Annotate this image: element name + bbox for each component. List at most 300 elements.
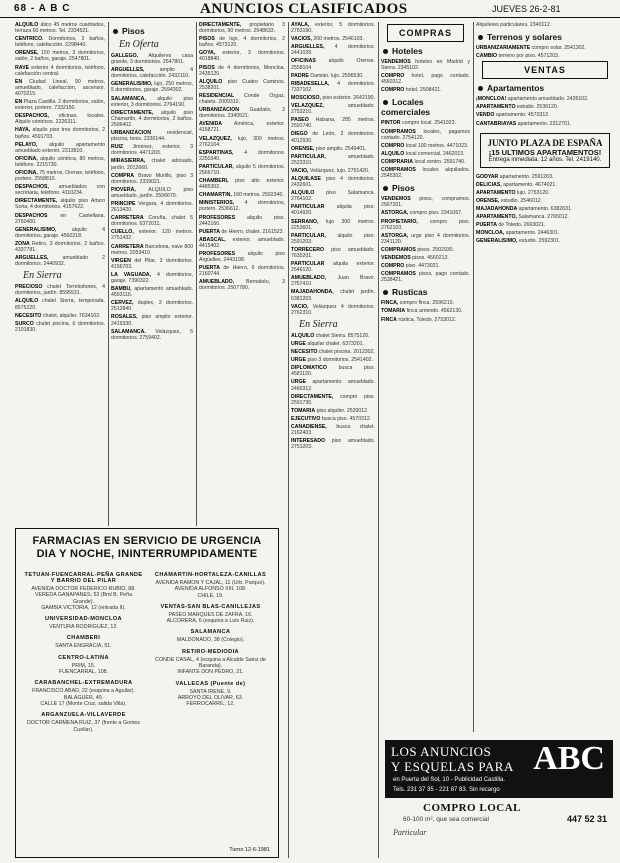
ad-text: Dormitorios, 2 baños, teléfono, calefacción. 2298440. (15, 36, 105, 49)
classified-ad (199, 229, 285, 235)
ad-text: alquilo piso. 2591203. (291, 232, 375, 245)
ad-text: amueblado. 2753210. (291, 103, 375, 116)
section-heading (381, 287, 470, 297)
classified-ad (291, 103, 375, 115)
classified-ad (15, 241, 105, 253)
ad-lead-word: LA VAGUADA, (111, 271, 151, 278)
classified-ad (291, 247, 375, 259)
ad-text: piso amplio exterior. 2419330. (111, 314, 193, 327)
ad-text: Salamanca. 2765012. (518, 214, 569, 221)
ad-lead-word: DIRECTAMENTE, (15, 198, 58, 205)
classified-ad (381, 87, 470, 93)
bullet-icon (113, 29, 118, 34)
classified-ad (381, 263, 470, 269)
ad-lead-word: ALQUILO (199, 78, 223, 85)
ad-lead-word: DESPACHOS (15, 212, 48, 219)
pharmacy-address: VEREDA GANAPANES, 53 (Bml B, Peña Grande). (34, 592, 133, 605)
ad-column-1 (15, 22, 105, 527)
ad-text: alquilo céntrica, 80 metros, teléfono. 2215730. (15, 155, 105, 168)
ad-text: compro finca. 2596210. (399, 300, 454, 307)
pharmacy-district: TETUAN-FUENCARRAL-PEÑA GRANDE Y BARRIO DEL PILAR (24, 572, 143, 584)
classified-ad (476, 174, 614, 180)
classified-ad (476, 121, 614, 127)
ad-lead-word: RAVE (15, 64, 30, 71)
pharmacy-district: SALAMANCA (190, 629, 231, 636)
ad-text: chalet Sierra. 8575120. (315, 332, 370, 339)
classified-ad (15, 213, 105, 225)
ad-text: urge piso 4 dormitorios. 2341120. (381, 232, 470, 245)
ad-lead-word: RIBADESELLA, (291, 80, 330, 87)
ad-lead-word: CARRETERA (111, 215, 144, 222)
classified-ad (476, 190, 614, 196)
section-heading (476, 83, 614, 93)
ad-lead-word: AVENIDA (199, 121, 222, 128)
ad-lead-word: COMPRA (111, 172, 135, 179)
classified-ad (381, 159, 470, 165)
classified-ad (291, 438, 375, 450)
ad-text: local comercial. 2462013. (405, 150, 465, 157)
ad-text: piso 4 dormitorios. 2432601. (291, 175, 375, 189)
classified-ad (381, 233, 470, 245)
classified-ad (291, 275, 375, 287)
compro-local-detail: 60-100 m², que sea comercial (403, 816, 489, 823)
ad-text: alquila exterior. 2546120. (291, 261, 375, 274)
ad-lead-word: GALLEGO, (111, 53, 139, 59)
ad-lead-word: VENDEMOS (381, 254, 411, 261)
ad-lead-word: SURCO (15, 320, 34, 327)
ad-text: oficinas, locales. Alquilo céntricos. 2226311. (15, 113, 105, 126)
ad-text: hotel, 2508421. (405, 87, 442, 94)
ad-text: alquilar chalet. 6373201. (307, 340, 364, 347)
pharmacy-address: BALAGUER, 40. (63, 694, 104, 701)
classified-ad (476, 214, 614, 220)
ad-lead-word: FINCA, (381, 300, 399, 307)
ad-lead-word: URBANIZARIAMENTE (476, 45, 531, 52)
classified-ad (111, 187, 193, 199)
ad-lead-word: PROFESORES (199, 214, 236, 221)
ad-lead-word: ZONA (15, 240, 30, 247)
ad-text: chalet, alquiler. 7634102. (42, 312, 101, 319)
ad-lead-word: ARGUELLES, (291, 44, 325, 51)
pharmacy-district: ARGANZUELA-VILLAVERDE (41, 712, 126, 719)
ad-text: apartamento. 6382031. (518, 206, 573, 213)
pharmacy-address: SANTA ENGRACIA, 51. (55, 643, 112, 650)
section-title: ANUNCIOS CLASIFICADOS (200, 1, 408, 17)
pharmacy-list-right (151, 567, 270, 733)
abc-ad-phones: Tels. 231 37 35 - 221 87 83. Sin recargo (393, 787, 500, 793)
ad-lead-word: BAMBU, (111, 286, 132, 293)
ad-text: residencial, piscina, tenis. 2330144. (111, 130, 193, 143)
ad-text: de Hierro, chalet. 2161523. (221, 228, 284, 235)
promo-detail: Entrega inmediata. 12 años. Tel. 2419140. (488, 156, 602, 163)
classified-ad (199, 93, 285, 105)
ad-lead-word: PROFESORES (199, 251, 236, 257)
classified-ad (476, 104, 614, 110)
ad-text: de Hierro, 6 dormitorios. 2160744. (199, 265, 285, 278)
classified-ad (381, 73, 470, 85)
classified-ad (291, 261, 375, 273)
classified-ad (15, 227, 105, 239)
classified-ad (111, 158, 193, 170)
ad-text: Bernabéu, 3 dormitorios. 2507780. (199, 279, 285, 292)
classified-ad (111, 201, 193, 213)
ad-text: alquilo apartamento amueblado exterior. 2313810. (15, 141, 105, 154)
ad-column-6 (476, 22, 614, 734)
classified-ad (476, 96, 614, 102)
classified-ad (199, 22, 285, 34)
ad-lead-word: PARTICULAR, (291, 153, 326, 160)
ad-lead-word: DIRECTAMENTE, (199, 22, 242, 28)
ad-text: piso amueblado. 7635201. (291, 246, 375, 259)
ad-column-2 (111, 22, 193, 527)
ad-lead-word: EJECUTIVO (291, 415, 321, 422)
classified-ad (111, 215, 193, 227)
pharmacy-list-left (24, 567, 143, 733)
ad-lead-word: ALQUILO (291, 332, 315, 339)
ad-lead-word: PRINCIPE (111, 200, 136, 207)
ad-lead-word: VACIOS, (291, 36, 312, 43)
ad-text: exterior, 5 dormitorios. 2763190. (291, 22, 375, 35)
classified-ad (291, 365, 375, 377)
ad-text: ático 45 metros cuadrados, terraza 60 metros. Tel. 2334521. (15, 22, 105, 35)
classified-ad (291, 176, 375, 188)
ad-lead-word: ESPARTINAS, (199, 149, 234, 156)
section-heading (381, 46, 470, 56)
ad-text: exterior, 120 metros. 2751432. (111, 229, 193, 242)
ad-text: compro piso. 2762103. (381, 218, 470, 231)
ad-text: Velázquez, lujo. 2751420. (309, 167, 370, 174)
ad-text: locales, pagamos contado. 2754120. (381, 128, 470, 141)
promo-headline: JUNTO PLAZA DE ESPAÑA (487, 137, 603, 148)
ad-lead-word: COMPRAMOS (381, 246, 416, 253)
ad-lead-word: EN (15, 78, 23, 85)
ad-text: piso amplio. 2549401. (315, 145, 367, 152)
classified-ad (291, 95, 375, 101)
ad-text: exterior, amueblado. 4415402. (199, 236, 285, 249)
ad-text: pisos, compramos. 2567201. (381, 196, 470, 209)
classified-ad (111, 244, 193, 256)
ad-lead-word: EN (15, 99, 23, 106)
ad-lead-word: INTERESADO (291, 438, 326, 445)
ad-lead-word: ARGUELLES, (15, 255, 49, 262)
ad-text: amueblado. 2523310. (291, 153, 375, 166)
ad-lead-word: PIOVERA, (111, 186, 136, 193)
ad-lead-word: URBANIZACION (111, 130, 152, 137)
ad-text: América, exterior. 4158721. (199, 121, 285, 134)
pharmacy-address: FERROCARRIL, 12. (186, 701, 235, 708)
ad-column-5 (381, 22, 470, 734)
ad-text: apartamento amueblado. 4593116. (111, 286, 193, 299)
classified-ad (381, 317, 470, 323)
classified-ad (199, 79, 285, 91)
classified-ad (111, 53, 193, 65)
column-rule (196, 22, 197, 526)
ad-lead-word: DELICIAS, (476, 181, 502, 188)
ad-lead-word: URBANIZACION (199, 107, 240, 114)
pharmacy-address: VENTURA RODRIGUEZ, 12. (49, 624, 118, 631)
ad-lead-word: ORENSE, (15, 50, 39, 57)
ad-lead-word: CARRETERA (111, 243, 144, 250)
pharmacy-box (15, 528, 279, 858)
section-heading-label: Locales comerciales (381, 97, 431, 118)
pharmacy-address: CONDE CASAL, 4 (esquina a Alcalde Sainz de Baranda). (155, 656, 266, 670)
classified-ad (476, 238, 614, 244)
classified-ad (476, 182, 614, 188)
page-header (0, 0, 620, 18)
ad-lead-word: APARTAMENTO (476, 104, 516, 111)
ad-lead-word: PADRE (291, 72, 309, 79)
pharmacy-district: UNIVERSIDAD-MONCLOA (45, 616, 122, 623)
section-heading-label: Terrenos y solares (487, 32, 562, 43)
classified-ad (199, 36, 285, 48)
ad-lead-word: ALQUILO (381, 150, 405, 157)
ad-text: exterior 4 dormitorios, teléfono, calefacción central. (15, 64, 105, 77)
classified-ad (199, 50, 285, 62)
ad-lead-word: PISOS (199, 36, 215, 43)
ad-text: compro solar. 2541302. (531, 45, 586, 52)
ad-text: pisos, pago contado. 2538421. (381, 271, 470, 284)
ad-text: lujo 300 metros. 2253601. (291, 218, 375, 231)
ad-lead-word: COMPRAMOS (381, 128, 416, 135)
ad-lead-word: TOMARIA (381, 308, 406, 315)
promo-box (480, 133, 610, 168)
ad-lead-word: URGE (291, 340, 306, 347)
classified-ad (381, 167, 470, 179)
ad-lead-word: VACIO, (291, 303, 309, 310)
classified-ad (291, 219, 375, 231)
ad-text: 150 metros, 3 dormitorios, salón, 2 baños, garaje. 2547801. (15, 50, 105, 63)
bullet-icon (383, 49, 388, 54)
ad-text: local centro. 2591740. (414, 158, 466, 165)
ad-text: Barcelona, nave 800 metros. 2053410. (111, 243, 193, 256)
ad-text: estudio. 2592301. (518, 238, 561, 245)
classified-ad (476, 206, 614, 212)
classified-ad (15, 22, 105, 34)
ad-lead-word: PARTICULAR, (291, 232, 326, 239)
ad-text: Habana, 285 metros. 2591740. (291, 117, 375, 130)
pharmacy-address: PASEO MARQUES DE ZAFRA, 16. (168, 611, 253, 618)
ad-text: amueblado 2 dormitorios. 2440932. (15, 255, 105, 268)
ad-text: rústica, Toledo. 2753012. (398, 316, 457, 323)
ad-text: Ciudad Lineal, 90 metros, amueblado, calefacción, ascensor. 4070215. (15, 78, 105, 97)
ad-text: 200 metros. 2546103. (313, 36, 364, 43)
classified-ad (291, 81, 375, 93)
compro-local-title: COMPRO LOCAL (423, 802, 521, 814)
ad-lead-word: PUERTA (476, 222, 497, 229)
ad-text: compro piso. 2591730. (291, 393, 375, 406)
classified-ad (291, 117, 375, 129)
ad-text: Alquileres casa grande, 3 dormitorios. 2547801. (111, 53, 193, 66)
ad-text: locales alquilados. 2545302. (381, 167, 470, 180)
ad-text: estudio. 2546012. (500, 197, 543, 204)
ad-text: piso. 4473021. (405, 263, 440, 270)
pharmacy-address: GAMBIA VICTORIA, 12 (entrada II). (41, 604, 126, 611)
classified-ad (199, 164, 285, 176)
ad-lead-word: CAMBIO (476, 53, 498, 60)
ad-text: chalet piscina. 2012302. (318, 349, 375, 356)
classified-ad (381, 120, 470, 126)
classified-ad (111, 272, 193, 284)
ad-lead-word: ARGUELLES, (111, 67, 145, 74)
pharmacy-address: DOCTOR CARMENA RUIZ, 37 (frente a Gomez Cuellar). (27, 720, 140, 733)
ad-text: alquilo 5 dormitorios. 2566710. (199, 163, 285, 176)
ad-text: pisos. 4560213. (412, 254, 449, 261)
classified-ad (381, 59, 470, 71)
classified-ad (291, 204, 375, 216)
pharmacy-address: MALDONADO, 38 (Colegio). (176, 637, 245, 644)
classified-ad (199, 237, 285, 249)
ad-text: 4 dormitorios. 2441028. (291, 44, 375, 57)
classified-ad (476, 45, 614, 51)
ad-text: chalet adosado, jardín. 2012660. (111, 158, 193, 171)
classified-ad (111, 67, 193, 79)
classified-ad (111, 286, 193, 298)
classified-ad (199, 150, 285, 162)
classified-ad (199, 200, 285, 212)
pharmacy-district: CHAMBERI (66, 635, 101, 642)
classified-ad (291, 36, 375, 42)
classified-ad (291, 341, 375, 347)
classified-ad (111, 300, 193, 312)
pharmacy-address: ARROYO DEL OLIVAR, 63. (177, 694, 244, 701)
ad-text: chalet jardín. 6381203. (291, 289, 375, 302)
ad-lead-word: PARTICULAR (291, 204, 325, 211)
ad-lead-word: PELAYO, (15, 141, 38, 148)
ad-lead-word: OFICINA, (15, 155, 38, 162)
ad-text: piso exterior. 2642190. (322, 94, 375, 101)
ad-text: de Toledo. 2663021. (498, 222, 546, 229)
classified-ad (291, 168, 375, 174)
classified-ad (15, 50, 105, 62)
ad-text: alquilo piso Chamartín, 4 dormitorios, 2 baños. 2596402. (111, 109, 193, 128)
promo-subheadline: ¡15 ULTIMOS APARTAMENTOS! (488, 147, 602, 157)
classified-ad (291, 424, 375, 436)
classified-ad (199, 121, 285, 133)
ad-lead-word: OFICINA, (15, 169, 38, 176)
classified-ad (199, 178, 285, 190)
ad-lead-word: URGE (291, 357, 306, 364)
ad-text: Vergara, 4 dormitorios. 2613420. (111, 200, 193, 214)
classified-ad (199, 265, 285, 277)
classified-ad (111, 329, 193, 341)
ad-text: ALQUILO piso amueblado, jardín. 2506670. (111, 186, 193, 199)
subsection-heading: En Sierra (299, 318, 338, 330)
classified-ad (15, 156, 105, 168)
classified-ad (381, 255, 470, 261)
classified-ad (15, 313, 105, 319)
ad-text: piso 3 dormitorios. 2541402. (307, 357, 373, 364)
ad-lead-word: HAYA, (15, 127, 31, 134)
compro-local-ad (385, 802, 613, 858)
ad-lead-word: ALQUILO (15, 22, 39, 28)
ad-text: Retiro, 3 dormitorios, 2 baños. 4337781. (15, 240, 105, 253)
pharmacy-district: CHAMARTIN-HORTALEZA-CANILLAS (154, 572, 267, 578)
abc-ad-address: en Puerta del Sol, 10 - Publicidad Castilla. (393, 777, 506, 783)
ad-text: propietario 3 dormitorios, 90 metros. 2548633. (199, 22, 285, 35)
classified-ad (291, 22, 375, 34)
pharmacy-address: CALLE 17 (Monte Cruz, salida Villa). (40, 700, 127, 707)
classified-ad (291, 394, 375, 406)
ad-lead-word: VENDO (476, 112, 495, 119)
bullet-icon (383, 100, 388, 105)
ad-text: busca piso. 4570312. (321, 415, 372, 422)
ad-text: chalet piscina, 6 dormitorios. 2101830. (15, 320, 105, 333)
ad-text: estudio. 2536120. (516, 104, 559, 111)
ad-lead-word: RESIDENCIAL (199, 92, 235, 99)
ad-lead-word: MAJADAHONDA, (291, 289, 334, 296)
ad-text: alquilo piso Arturo Soria, 4 dormitorios. 4157622. (15, 198, 105, 211)
ad-lead-word: DIPLOMATICO (291, 365, 327, 372)
classified-ad (291, 131, 375, 143)
ad-lead-word: COMPRO (381, 73, 405, 80)
ad-text: chalet Torrelodones, 4 dormitorios, jardín. 8595531. (15, 284, 105, 297)
bullet-icon (383, 186, 388, 191)
ad-text: hotel, pago contado. 4560312. (381, 73, 470, 86)
ad-text: alquila piso. 4014920. (291, 204, 375, 217)
boxed-section-heading: VENTAS (482, 61, 608, 79)
classified-ad (15, 65, 105, 77)
classified-ad (476, 53, 614, 59)
ad-lead-word: DIRECTAMENTE, (291, 393, 334, 400)
ad-text: piso alto exterior. 4485302. (199, 178, 285, 191)
classified-ad (291, 146, 375, 152)
classified-ad (291, 379, 375, 391)
ad-text: pisos. 2502930. (417, 246, 454, 253)
classified-ad (15, 127, 105, 139)
section-heading (476, 32, 614, 42)
classified-ad (291, 357, 375, 363)
classified-ad (111, 96, 193, 108)
ad-text: amplio 4 dormitorios, calefacción. 2432110. (111, 67, 193, 80)
classified-ad (15, 79, 105, 97)
section-heading-label: Pisos (122, 26, 145, 36)
ad-lead-word: PUERTA (199, 228, 220, 235)
classified-ad (111, 173, 193, 185)
ad-text: apartamento. 2312701. (517, 120, 572, 127)
ad-text: Bravo Murillo, piso 3 dormitorios. 2339021. (111, 172, 193, 185)
ad-lead-word: URGE (291, 379, 306, 386)
classified-ad (111, 110, 193, 128)
pharmacy-district: CARABANCHEL-EXTREMADURA (34, 680, 133, 687)
ad-text: apartamento amueblado. 2435102. (507, 96, 589, 103)
ad-text: en Castellana. 2760400. (15, 212, 105, 225)
ad-text: piso amueblado. 2751203. (291, 438, 375, 451)
classified-ad (199, 136, 285, 148)
ad-lead-word: ALQUILO (291, 190, 315, 197)
classified-ad (15, 284, 105, 296)
classified-ad (291, 58, 375, 70)
section-heading-label: Hoteles (392, 46, 423, 56)
classified-ad (291, 304, 375, 316)
pharmacy-footer: Turno 12-6-1981 (229, 847, 270, 853)
ad-lead-word: APARTAMENTO (476, 189, 516, 196)
ad-text: de lujo, 4 dormitorios, 2 baños. 4573120. (199, 36, 285, 49)
pharmacy-address: INFANTE DON PEDRO, 21. (177, 669, 244, 676)
ad-lead-word: ORENSE, (291, 145, 315, 152)
classified-ad (291, 190, 375, 202)
ad-lead-word: VACIO, (291, 167, 309, 174)
classified-ad (15, 198, 105, 210)
classified-ad (291, 44, 375, 56)
ad-lead-word: CENTRICO. (15, 36, 44, 43)
ad-lead-word: TOMARIA (291, 407, 316, 414)
ad-text: Velázquez 4 dormitorios. 2762310. (291, 303, 375, 316)
ad-text: 4 dormitorios, portero. 2536612. (199, 200, 285, 213)
pharmacy-district: VALLECAS (Puente de) (175, 680, 246, 687)
abc-ad-line1: LOS ANUNCIOS (391, 744, 492, 759)
subsection-heading: En Oferta (119, 39, 159, 50)
classified-ad (381, 210, 470, 216)
